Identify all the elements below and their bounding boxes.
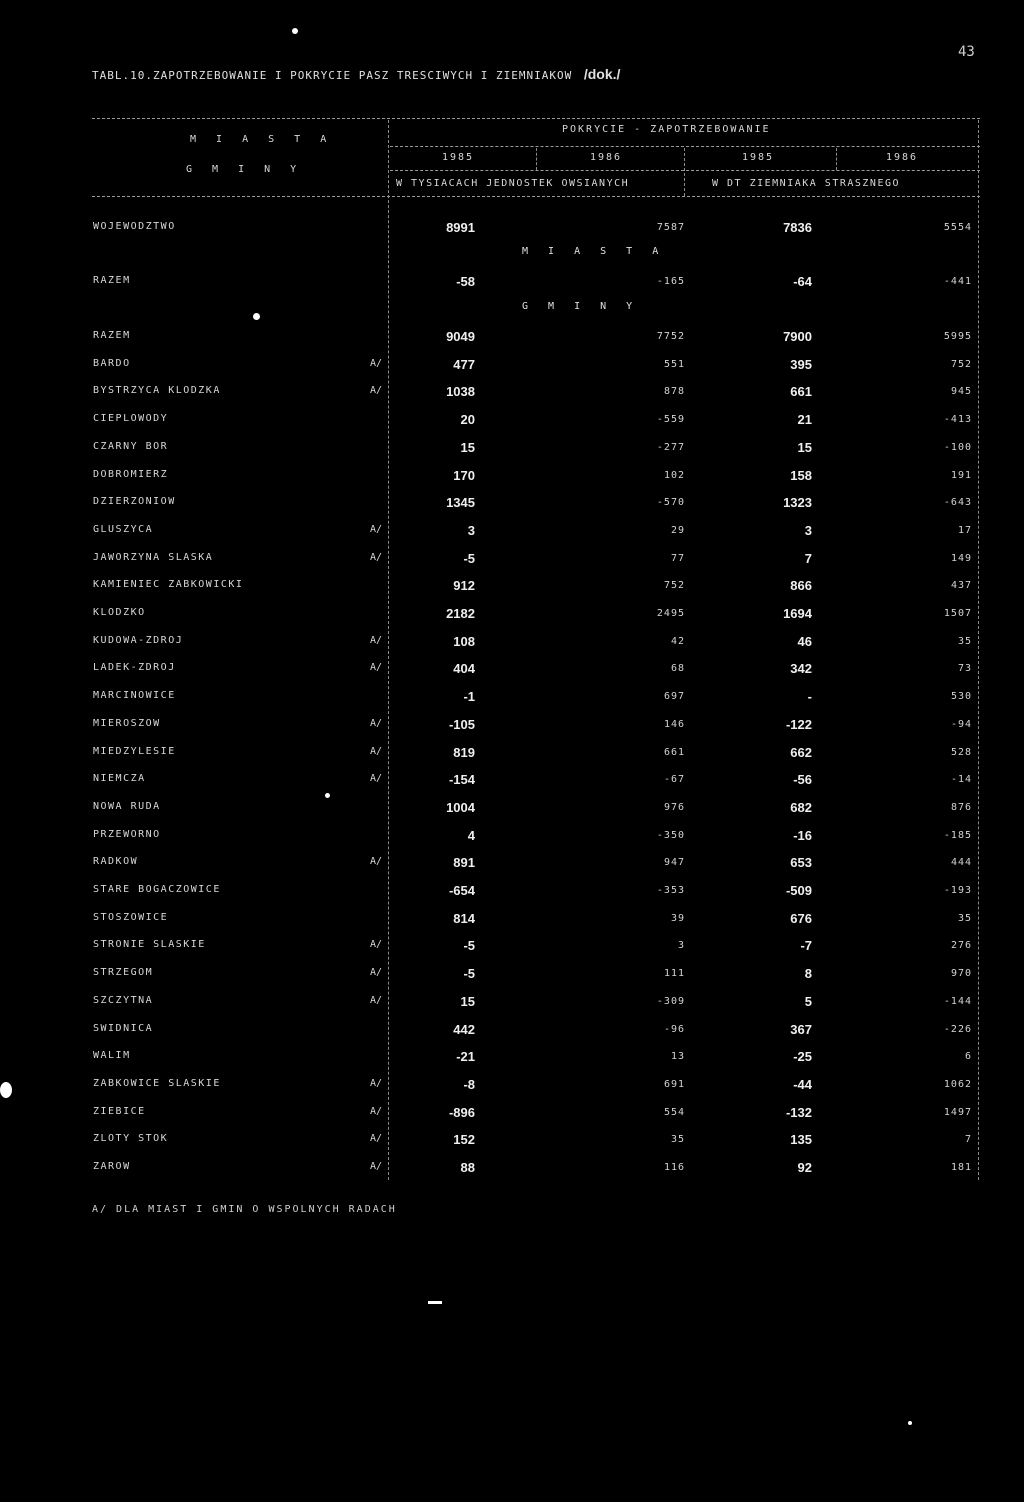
row-value-need-1985: -509 (785, 883, 812, 898)
row-name: ZAROW (93, 1161, 131, 1172)
row-value-cover-1986: 947 (663, 857, 685, 868)
header-bottom-rule (92, 196, 980, 197)
row-value-cover-1985: 891 (453, 855, 475, 870)
row-value-cover-1985: 4 (467, 828, 475, 843)
row-name: KLODZKO (93, 607, 146, 618)
row-mark: A/ (370, 1161, 383, 1172)
row-value-cover-1986: 976 (663, 802, 685, 813)
table-row (0, 579, 1024, 597)
row-value-cover-1985: 152 (453, 1132, 475, 1147)
header-year-rule (390, 170, 980, 171)
row-value-cover-1985: 88 (460, 1160, 475, 1175)
row-value-need-1985: 866 (790, 578, 812, 593)
table-row (0, 385, 1024, 403)
row-value-cover-1985: -896 (448, 1105, 475, 1120)
row-value-cover-1985: -5 (463, 551, 475, 566)
table-row (0, 995, 1024, 1013)
table-row (0, 635, 1024, 653)
row-name: DZIERZONIOW (93, 496, 176, 507)
row-value-cover-1985: 404 (453, 661, 475, 676)
row-value-cover-1985: 20 (460, 412, 475, 427)
header-miasta-label: M I A S T A (190, 134, 334, 145)
row-name: RAZEM (93, 275, 131, 286)
row-value-need-1986: 752 (950, 359, 972, 370)
table-row (0, 330, 1024, 348)
row-value-cover-1985: -154 (448, 772, 475, 787)
table-row (0, 358, 1024, 376)
row-value-cover-1986: 7752 (656, 331, 685, 342)
row-value-cover-1986: 661 (663, 747, 685, 758)
row-name: ZIEBICE (93, 1106, 146, 1117)
table-row (0, 967, 1024, 985)
scan-speck (0, 1082, 12, 1098)
row-value-need-1985: 676 (790, 911, 812, 926)
row-value-need-1985: 7 (804, 551, 812, 566)
row-name: SWIDNICA (93, 1023, 154, 1034)
table-row (0, 773, 1024, 791)
table-row (0, 1078, 1024, 1096)
row-name: STRZEGOM (93, 967, 154, 978)
header-gminy-label: G M I N Y (186, 164, 304, 175)
row-value-cover-1985: -8 (463, 1077, 475, 1092)
table-row (0, 746, 1024, 764)
row-value-need-1986: 149 (950, 553, 972, 564)
row-value-cover-1985: -105 (448, 717, 475, 732)
row-value-cover-1985: 814 (453, 911, 475, 926)
row-value-cover-1985: 15 (460, 440, 475, 455)
table-row (0, 413, 1024, 431)
row-value-cover-1986: -309 (656, 996, 685, 1007)
row-value-need-1986: 7 (964, 1134, 972, 1145)
row-value-need-1986: 945 (950, 386, 972, 397)
row-value-need-1985: 661 (790, 384, 812, 399)
table-title-text: TABL.10.ZAPOTRZEBOWANIE I POKRYCIE PASZ TRESCIWYCH I ZIEMNIAKOW (92, 69, 573, 82)
row-value-cover-1986: -96 (663, 1024, 685, 1035)
row-value-need-1985: -7 (800, 938, 812, 953)
row-name: MARCINOWICE (93, 690, 176, 701)
row-value-need-1986: 5554 (943, 222, 972, 233)
row-name: NIEMCZA (93, 773, 146, 784)
row-value-need-1986: -226 (943, 1024, 972, 1035)
row-value-need-1986: -441 (943, 276, 972, 287)
row-name: KAMIENIEC ZABKOWICKI (93, 579, 244, 590)
row-value-need-1986: 191 (950, 470, 972, 481)
row-value-cover-1986: -67 (663, 774, 685, 785)
row-name: STARE BOGACZOWICE (93, 884, 221, 895)
header-unit-left: W TYSIACACH JEDNOSTEK OWSIANYCH (396, 178, 630, 189)
row-value-need-1986: 876 (950, 802, 972, 813)
scan-speck (292, 28, 298, 34)
row-name: RADKOW (93, 856, 139, 867)
section-gminy: G M I N Y (522, 301, 640, 312)
scan-speck (908, 1421, 912, 1425)
row-value-need-1986: 181 (950, 1162, 972, 1173)
row-value-need-1985: 92 (797, 1160, 812, 1175)
row-name: ZABKOWICE SLASKIE (93, 1078, 221, 1089)
row-value-cover-1985: -21 (456, 1049, 475, 1064)
row-mark: A/ (370, 773, 383, 784)
row-value-cover-1985: 477 (453, 357, 475, 372)
row-value-cover-1985: 15 (460, 994, 475, 1009)
row-value-cover-1986: 7587 (656, 222, 685, 233)
table-row (0, 524, 1024, 542)
scan-speck (253, 313, 260, 320)
row-value-cover-1985: -5 (463, 938, 475, 953)
row-name: CIEPLOWODY (93, 413, 169, 424)
row-value-need-1985: 5 (804, 994, 812, 1009)
row-value-need-1985: 8 (804, 966, 812, 981)
table-row (0, 552, 1024, 570)
row-value-cover-1985: -5 (463, 966, 475, 981)
header-year-1: 1985 (442, 152, 475, 163)
row-name: WALIM (93, 1050, 131, 1061)
header-group-label: POKRYCIE - ZAPOTRZEBOWANIE (562, 124, 771, 135)
table-row (0, 829, 1024, 847)
row-value-cover-1986: -353 (656, 885, 685, 896)
row-mark: A/ (370, 358, 383, 369)
row-value-need-1985: 662 (790, 745, 812, 760)
row-value-need-1986: 528 (950, 747, 972, 758)
row-value-cover-1985: 442 (453, 1022, 475, 1037)
row-value-cover-1986: 146 (663, 719, 685, 730)
row-value-cover-1986: 2495 (656, 608, 685, 619)
table-row (0, 1023, 1024, 1041)
row-name: KUDOWA-ZDROJ (93, 635, 184, 646)
row-value-need-1986: 17 (957, 525, 972, 536)
row-mark: A/ (370, 385, 383, 396)
row-mark: A/ (370, 967, 383, 978)
table-row (0, 801, 1024, 819)
row-value-need-1985: - (807, 689, 812, 704)
row-value-need-1985: 395 (790, 357, 812, 372)
row-value-cover-1986: -570 (656, 497, 685, 508)
row-value-need-1986: 35 (957, 636, 972, 647)
header-year-4: 1986 (886, 152, 919, 163)
row-value-need-1986: 444 (950, 857, 972, 868)
row-value-cover-1985: -654 (448, 883, 475, 898)
row-name: STOSZOWICE (93, 912, 169, 923)
row-mark: A/ (370, 662, 383, 673)
table-row (0, 662, 1024, 680)
row-value-need-1986: 1497 (943, 1107, 972, 1118)
table-row (0, 496, 1024, 514)
row-name: RAZEM (93, 330, 131, 341)
table-row (0, 690, 1024, 708)
table-row (0, 1106, 1024, 1124)
row-mark: A/ (370, 1133, 383, 1144)
table-row (0, 1133, 1024, 1151)
row-value-cover-1986: 35 (670, 1134, 685, 1145)
row-name: CZARNY BOR (93, 441, 169, 452)
year-separator-2 (684, 148, 685, 196)
row-value-cover-1986: -559 (656, 414, 685, 425)
scan-speck (325, 793, 330, 798)
year-separator-3 (836, 148, 837, 170)
row-value-need-1986: -94 (950, 719, 972, 730)
row-value-cover-1986: 102 (663, 470, 685, 481)
row-value-cover-1985: 9049 (446, 329, 475, 344)
row-value-need-1986: 73 (957, 663, 972, 674)
row-value-need-1985: -16 (793, 828, 812, 843)
row-mark: A/ (370, 552, 383, 563)
row-value-cover-1986: -350 (656, 830, 685, 841)
row-value-cover-1986: -165 (656, 276, 685, 287)
row-name: PRZEWORNO (93, 829, 161, 840)
row-value-need-1985: 7900 (783, 329, 812, 344)
row-value-need-1986: 1507 (943, 608, 972, 619)
row-value-need-1985: 342 (790, 661, 812, 676)
row-value-cover-1985: 2182 (446, 606, 475, 621)
row-value-need-1985: 682 (790, 800, 812, 815)
row-value-cover-1986: -277 (656, 442, 685, 453)
header-unit-right: W DT ZIEMNIAKA STRASZNEGO (712, 178, 901, 189)
row-value-need-1986: -643 (943, 497, 972, 508)
row-mark: A/ (370, 856, 383, 867)
row-mark: A/ (370, 524, 383, 535)
row-value-need-1985: 135 (790, 1132, 812, 1147)
row-name: MIEDZYLESIE (93, 746, 176, 757)
table-row (0, 469, 1024, 487)
row-value-cover-1985: 912 (453, 578, 475, 593)
row-value-need-1986: 437 (950, 580, 972, 591)
table-row (0, 275, 1024, 293)
table-row (0, 441, 1024, 459)
row-value-need-1985: 1323 (783, 495, 812, 510)
row-value-need-1985: 1694 (783, 606, 812, 621)
row-value-cover-1986: 752 (663, 580, 685, 591)
row-value-need-1985: 367 (790, 1022, 812, 1037)
row-value-cover-1986: 13 (670, 1051, 685, 1062)
table-row (0, 856, 1024, 874)
row-value-need-1986: -144 (943, 996, 972, 1007)
row-value-cover-1986: 697 (663, 691, 685, 702)
row-value-cover-1986: 42 (670, 636, 685, 647)
row-value-need-1986: 5995 (943, 331, 972, 342)
row-value-cover-1985: 1345 (446, 495, 475, 510)
row-value-need-1985: -25 (793, 1049, 812, 1064)
row-value-need-1986: 1062 (943, 1079, 972, 1090)
row-mark: A/ (370, 746, 383, 757)
row-value-need-1985: 46 (797, 634, 812, 649)
row-mark: A/ (370, 995, 383, 1006)
row-value-need-1985: 653 (790, 855, 812, 870)
row-value-cover-1985: 1004 (446, 800, 475, 815)
row-name: ZLOTY STOK (93, 1133, 169, 1144)
row-value-need-1985: 15 (797, 440, 812, 455)
row-name: WOJEWODZTWO (93, 221, 176, 232)
row-name: JAWORZYNA SLASKA (93, 552, 214, 563)
row-value-need-1986: 6 (964, 1051, 972, 1062)
row-value-cover-1986: 68 (670, 663, 685, 674)
table-row (0, 718, 1024, 736)
row-value-need-1985: -44 (793, 1077, 812, 1092)
row-value-need-1986: 276 (950, 940, 972, 951)
table-row (0, 912, 1024, 930)
table-row (0, 884, 1024, 902)
row-name: BARDO (93, 358, 131, 369)
table-row (0, 939, 1024, 957)
row-value-cover-1986: 3 (677, 940, 685, 951)
footnote: A/ DLA MIAST I GMIN O WSPOLNYCH RADACH (92, 1204, 397, 1215)
row-name: LADEK-ZDROJ (93, 662, 176, 673)
row-value-cover-1986: 39 (670, 913, 685, 924)
row-value-cover-1985: -58 (456, 274, 475, 289)
row-value-cover-1985: 108 (453, 634, 475, 649)
year-separator-1 (536, 148, 537, 170)
row-value-need-1986: 970 (950, 968, 972, 979)
page-number: 43 (958, 44, 975, 60)
header-group-rule (390, 146, 980, 147)
row-value-need-1985: -122 (785, 717, 812, 732)
row-name: NOWA RUDA (93, 801, 161, 812)
row-value-cover-1986: 878 (663, 386, 685, 397)
row-mark: A/ (370, 939, 383, 950)
row-mark: A/ (370, 1106, 383, 1117)
row-value-need-1986: -413 (943, 414, 972, 425)
row-name: DOBROMIERZ (93, 469, 169, 480)
row-name: BYSTRZYCA KLODZKA (93, 385, 221, 396)
row-value-cover-1985: 3 (467, 523, 475, 538)
row-value-cover-1986: 111 (663, 968, 685, 979)
row-value-cover-1985: -1 (463, 689, 475, 704)
row-name: MIEROSZOW (93, 718, 161, 729)
row-value-cover-1985: 819 (453, 745, 475, 760)
row-name: STRONIE SLASKIE (93, 939, 206, 950)
table-row (0, 221, 1024, 239)
row-value-need-1986: -185 (943, 830, 972, 841)
table-row (0, 1050, 1024, 1068)
row-value-cover-1986: 116 (663, 1162, 685, 1173)
header-year-2: 1986 (590, 152, 623, 163)
row-value-need-1986: -193 (943, 885, 972, 896)
table-title-suffix: /dok./ (583, 66, 621, 82)
row-name: SZCZYTNA (93, 995, 154, 1006)
row-value-need-1986: 35 (957, 913, 972, 924)
row-mark: A/ (370, 1078, 383, 1089)
header-year-3: 1985 (742, 152, 775, 163)
scan-speck (428, 1301, 442, 1304)
table-title (92, 66, 620, 82)
row-name: GLUSZYCA (93, 524, 154, 535)
row-value-need-1985: -132 (785, 1105, 812, 1120)
row-value-need-1985: 7836 (783, 220, 812, 235)
row-value-need-1985: -64 (793, 274, 812, 289)
row-mark: A/ (370, 718, 383, 729)
row-value-cover-1985: 8991 (446, 220, 475, 235)
row-value-cover-1986: 551 (663, 359, 685, 370)
row-value-cover-1986: 691 (663, 1079, 685, 1090)
header-top-rule (92, 118, 980, 119)
row-value-need-1986: 530 (950, 691, 972, 702)
row-value-need-1985: 158 (790, 468, 812, 483)
row-value-cover-1986: 29 (670, 525, 685, 536)
row-value-cover-1985: 170 (453, 468, 475, 483)
row-value-cover-1985: 1038 (446, 384, 475, 399)
row-value-cover-1986: 77 (670, 553, 685, 564)
table-row (0, 607, 1024, 625)
table-row (0, 1161, 1024, 1179)
row-mark: A/ (370, 635, 383, 646)
section-miasta: M I A S T A (522, 246, 666, 257)
row-value-need-1986: -100 (943, 442, 972, 453)
row-value-need-1985: 21 (797, 412, 812, 427)
row-value-cover-1986: 554 (663, 1107, 685, 1118)
row-value-need-1986: -14 (950, 774, 972, 785)
row-value-need-1985: -56 (793, 772, 812, 787)
row-value-need-1985: 3 (804, 523, 812, 538)
